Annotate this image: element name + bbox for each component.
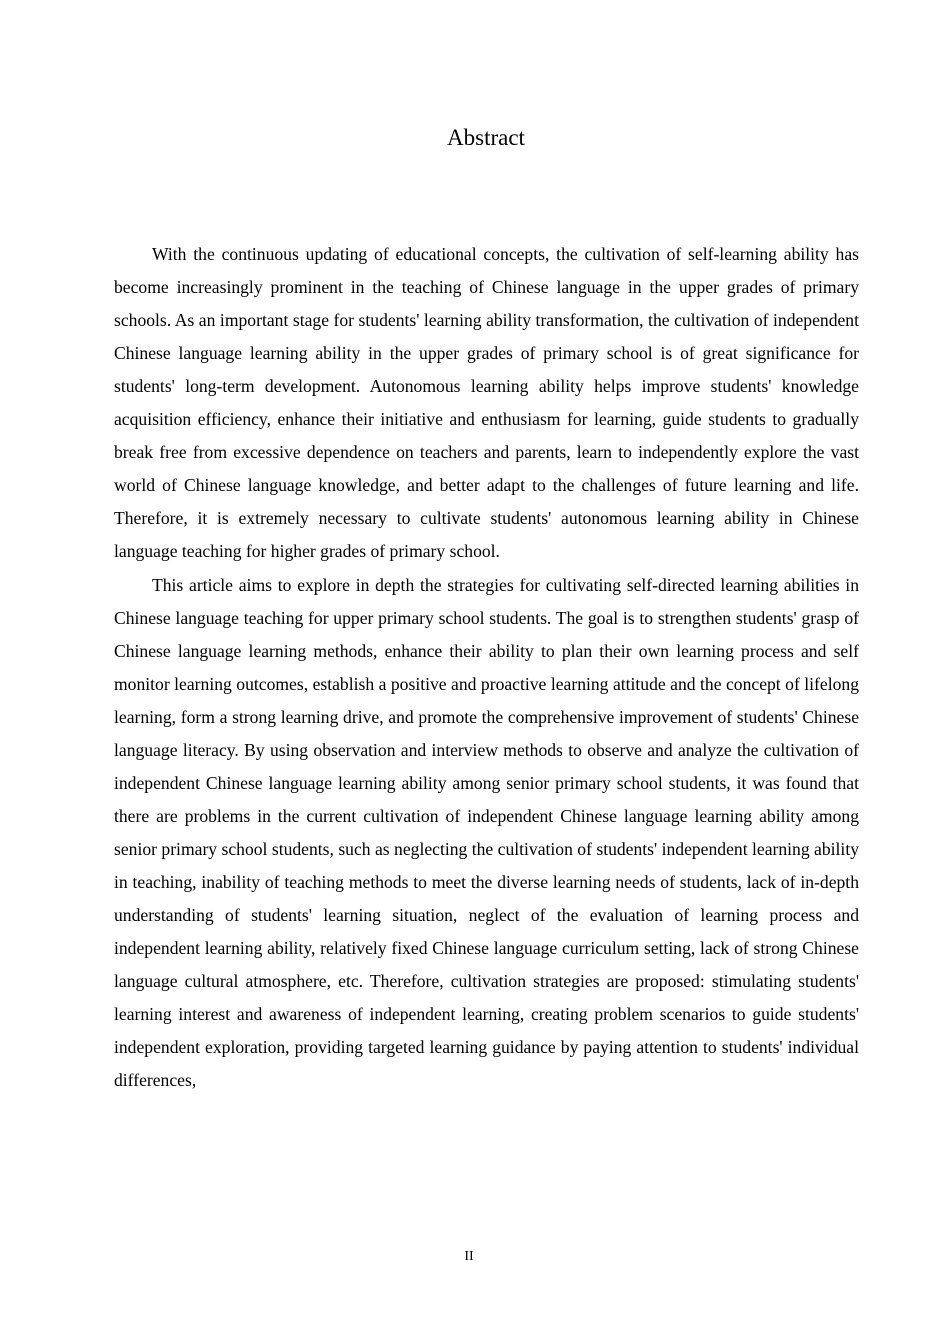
abstract-body xyxy=(114,238,859,1098)
page-number: II xyxy=(464,1249,474,1264)
abstract-title: Abstract xyxy=(447,125,525,150)
abstract-paragraph-1: With the continuous updating of educational concepts, the cultivation of self-learning ability has become increasingly prominent in the teaching of Chinese language in the upper grades of primary schools. As an important stage for students' learning ability transformation, the cultivation of independent Chinese language learning ability in the upper grades of primary school is of great significance for students' long-term development. Autonomous learning ability helps improve students' knowledge acquisition efficiency, enhance their initiative and enthusiasm for learning, guide students to gradually break free from excessive dependence on teachers and parents, learn to independently explore the vast world of Chinese language knowledge, and better adapt to the challenges of future learning and life. Therefore, it is extremely necessary to cultivate students' autonomous learning ability in Chinese language teaching for higher grades of primary school. xyxy=(114,244,859,561)
abstract-paragraph-2: This article aims to explore in depth the strategies for cultivating self-directed learning abilities in Chinese language teaching for upper primary school students. The goal is to strengthen students' grasp of Chinese language learning methods, enhance their ability to plan their own learning process and self monitor learning outcomes, establish a positive and proactive learning attitude and the concept of lifelong learning, form a strong learning drive, and promote the comprehensive improvement of students' Chinese language literacy. By using observation and interview methods to observe and analyze the cultivation of independent Chinese language learning ability among senior primary school students, it was found that there are problems in the current cultivation of independent Chinese language learning ability among senior primary school students, such as neglecting the cultivation of students' independent learning ability in teaching, inability of teaching methods to meet the diverse learning needs of students, lack of in-depth understanding of students' learning situation, neglect of the evaluation of learning process and independent learning ability, relatively fixed Chinese language curriculum setting, lack of strong Chinese language cultural atmosphere, etc. Therefore, cultivation strategies are proposed: stimulating students' learning interest and awareness of independent learning, creating problem scenarios to guide students' independent exploration, providing targeted learning guidance by paying attention to students' individual differences, xyxy=(114,575,859,1090)
